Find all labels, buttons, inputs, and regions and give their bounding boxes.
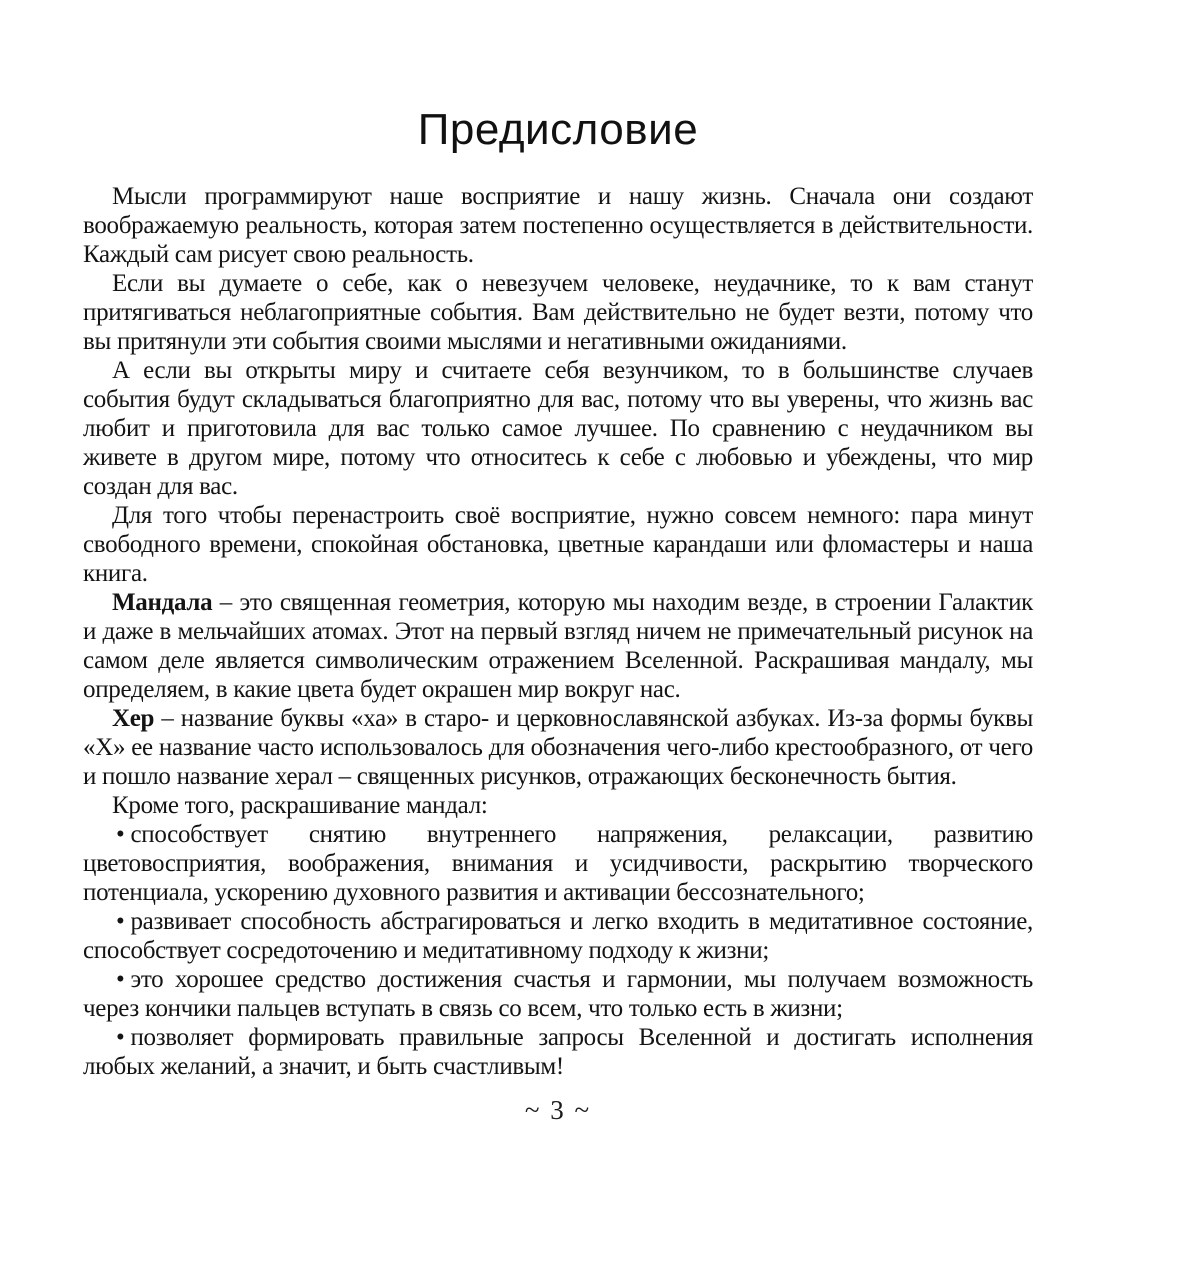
term-label: Мандала xyxy=(112,589,213,616)
page-number: ~ 3 ~ xyxy=(524,1095,592,1125)
page-title: Предисловие xyxy=(417,105,699,154)
paragraph: Для того чтобы перенастроить своё восприятие, нужно совсем немного: пара минут свободного времени, спокойная обстановка, цветные карандаши или фломастеры и наша книга. xyxy=(83,502,1033,587)
preface-body xyxy=(83,182,1033,1081)
bullet-marker-icon: • xyxy=(116,821,125,848)
bullet-marker-icon: • xyxy=(116,966,125,993)
bullet-item: • способствует снятию внутреннего напряжения, релаксации, развитию цветовосприятия, воображения, внимания и усидчивости, раскрытию творческого потенциала, ускорению духовного развития и активации бессознательного; xyxy=(83,821,1033,906)
paragraph: Мысли программируют наше восприятие и нашу жизнь. Сначала они создают воображаемую реальность, которая затем постепенно осуществляется в действительности. Каждый сам рисует свою реальность. xyxy=(83,183,1033,268)
bullet-marker-icon: • xyxy=(116,908,125,935)
bullet-item: • это хорошее средство достижения счастья и гармонии, мы получаем возможность через кончики пальцев вступать в связь со всем, что только есть в жизни; xyxy=(83,966,1033,1022)
book-page xyxy=(83,0,1033,1126)
bullet-marker-icon: • xyxy=(116,1024,125,1051)
term-label: Хер xyxy=(112,705,155,732)
paragraph: Если вы думаете о себе, как о невезучем человеке, неудачнике, то к вам станут притягиваться неблагоприятные события. Вам действительно не будет везти, потому что вы притянули эти события своими мыслями и негативными ожиданиями. xyxy=(83,270,1033,355)
term-paragraph: Мандала – это священная геометрия, которую мы находим везде, в строении Галактик и даже в мельчайших атомах. Этот на первый взгляд ничем не примечательный рисунок на самом деле является символическим отражением Вселенной. Раскрашивая мандалу, мы определяем, в какие цвета будет окрашен мир вокруг нас. xyxy=(83,589,1033,703)
paragraph: Кроме того, раскрашивание мандал: xyxy=(112,792,488,819)
bullet-item: • позволяет формировать правильные запросы Вселенной и достигать исполнения любых желаний, а значит, и быть счастливым! xyxy=(83,1024,1033,1080)
paragraph: А если вы открыты миру и считаете себя везунчиком, то в большинстве случаев события будут складываться благоприятно для вас, потому что вы уверены, что жизнь вас любит и приготовила для вас только самое лучшее. По сравнению с неудачником вы живете в другом мире, потому что относитесь к себе с любовью и убеждены, что мир создан для вас. xyxy=(83,357,1033,500)
bullet-item: • развивает способность абстрагироваться и легко входить в медитативное состояние, способствует сосредоточению и медитативному подходу к жизни; xyxy=(83,908,1033,964)
term-paragraph: Хер – название буквы «ха» в старо- и церковнославянской азбуках. Из-за формы буквы «Х» ее название часто использовалось для обозначения чего-либо крестообразного, от чего и пошло название херал – священных рисунков, отражающих бесконечность бытия. xyxy=(83,705,1033,790)
